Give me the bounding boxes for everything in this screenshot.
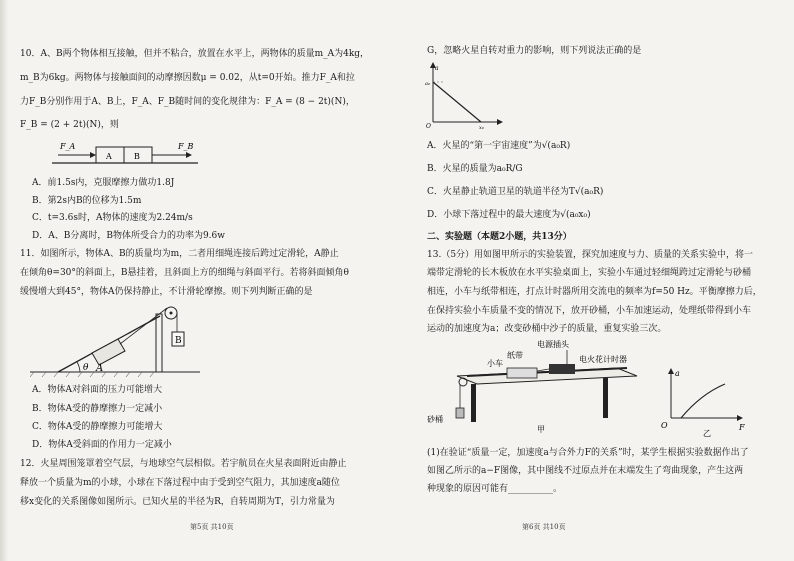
a-x-line: [433, 82, 481, 122]
section-experiment-title: 二、实验题（本题2小题，共13分）: [427, 232, 572, 242]
block-a-label: A: [96, 363, 104, 374]
block-a-label: A: [106, 152, 112, 161]
q10-figure: [50, 138, 200, 168]
paper-tape: [537, 369, 549, 371]
q11-option-c: C．物体A受的静摩擦力可能增大: [32, 422, 163, 432]
q13-line5: 运动的加速度为a；改变砂桶中沙子的质量，重复实验三次。: [427, 324, 667, 334]
q12-option-a: A．火星的“第一宇宙速度”为√(a₀R): [427, 141, 571, 151]
block-a: [92, 339, 125, 365]
theta-label: θ: [83, 363, 89, 373]
x-axis-arrow: [497, 119, 503, 125]
q12-line4: G，忽略火星自转对重力的影响，则下列说法正确的是: [427, 46, 642, 56]
rope-incline: [120, 308, 167, 344]
fa-arrow-head: [90, 152, 96, 158]
ground-hatch: [30, 372, 154, 377]
q11-figure: [30, 296, 210, 378]
q13-part1-line3: 种现象的原因可能有__________。: [427, 484, 563, 494]
q12-option-b: B．火星的质量为a₀R/G: [427, 164, 523, 174]
label-sand-bucket: 砂桶: [427, 415, 443, 424]
q12-option-d: D．小球下落过程中的最大速度为√(a₀x₀): [427, 210, 591, 220]
sand-bucket: [456, 408, 464, 418]
right-page-footer: 第6页 共10页: [522, 523, 566, 531]
q11-line2: 在倾角θ=30°的斜面上，B悬挂着，且斜面上方的细绳与斜面平行。若将斜面倾角θ: [20, 268, 349, 278]
q12-line3: 移x变化的关系图像如图所示。已知火星的半径为R，自转周期为T，引力常量为: [20, 497, 335, 507]
q12-graph: [425, 60, 505, 130]
table-leg-left: [471, 384, 476, 422]
pulley-post: [156, 314, 162, 372]
fa-label: F_A: [60, 142, 76, 151]
right-page: [397, 0, 794, 561]
q13-part1-line1: (1)在验证“质量一定，加速度a与合外力F的关系”时，某学生根据实验数据作出了: [427, 448, 749, 458]
q11-line3: 缓慢增大到45°，物体A仍保持静止，不计滑轮摩擦。则下列判断正确的是: [20, 287, 313, 297]
fb-label: F_B: [178, 142, 194, 151]
block-b-label: B: [175, 336, 182, 346]
x-axis-arrow: [737, 415, 743, 421]
q10-option-d: D．A、B分离时，B物体所受合力的功率为9.6w: [32, 231, 225, 241]
q13-line2: 端带定滑轮的长木板放在水平实验桌面上，实验小车通过轻细绳跨过定滑轮与砂桶: [427, 268, 752, 278]
q10-line1: 10．A、B两个物体相互接触，但并不粘合，放置在水平上，两物体的质量m_A为4kg，: [20, 49, 370, 59]
q13-line3: 相连，小车与纸带相连，打点计时器所用交流电的频率为f=50 Hz。平衡摩擦力后，: [427, 287, 762, 297]
theta-arc: [77, 362, 80, 372]
graph-a-label: a: [675, 369, 680, 378]
label-spark-timer: 电火花计时器: [579, 355, 627, 364]
q13-part1-line2: 如图乙所示的a−F图像，其中图线不过原点并在末端发生了弯曲现象，产生这两: [427, 466, 744, 476]
block-b-label: B: [134, 152, 140, 161]
q10-option-b: B．第2s内B的位移为1.5m: [32, 196, 142, 206]
q11-line1: 11．如图所示，物体A、B的质量均为m，二者用细绳连接后跨过定滑轮，A静止: [20, 249, 339, 259]
graph-a0-label: a₀: [425, 81, 430, 87]
q13-line1: 13.（5分）用如图甲所示的实验装置，探究加速度与力、质量的关系实验中，将一: [427, 250, 754, 260]
q12-line1: 12．火星周围笼罩着空气层，与地球空气层相似。若宇航员在火星表面附近由静止: [20, 459, 347, 469]
fb-arrow-head: [186, 152, 192, 158]
label-figure-yi: 乙: [703, 429, 711, 438]
table-leg-right: [603, 378, 608, 418]
q10-line2: m_B为6kg。两物体与接触面间的动摩擦因数μ = 0.02，从t=0开始。推力F_A和拉: [20, 73, 355, 83]
a-f-curve: [681, 384, 725, 418]
q12-option-c: C．火星静止轨道卫星的轨道半径为T√(a₀R): [427, 187, 604, 197]
apparatus-figure-jia: [427, 338, 657, 438]
graph-x0-label: x₀: [479, 125, 484, 130]
q10-option-c: C．t=3.6s时，A物体的速度为2.24m/s: [32, 213, 193, 223]
spark-timer: [549, 364, 575, 374]
q13-line4: 在保持实验小车质量不变的情况下，放开砂桶，小车加速运动，处理纸带得到小车: [427, 306, 752, 316]
q11-option-b: B．物体A受的静摩擦力一定减小: [32, 404, 163, 414]
q11-option-d: D．物体A受斜面的作用力一定减小: [32, 440, 172, 450]
graph-f-label: F: [739, 423, 745, 432]
left-page-footer: 第5页 共10页: [190, 523, 234, 531]
graph-a-label: a: [435, 65, 439, 72]
q10-line4: F_B = (2 + 2t)(N)，则: [20, 120, 119, 130]
q11-option-a: A．物体A对斜面的压力可能增大: [32, 385, 162, 395]
q10-line3: 力F_B分别作用于A、B上，F_A、F_B随时间的变化规律为：F_A = (8 − 2t)(N)，: [20, 97, 355, 107]
label-figure-jia: 甲: [537, 425, 545, 434]
q10-option-a: A．前1.5s内，克服摩擦力做功1.8J: [32, 178, 175, 188]
label-paper-tape: 纸带: [507, 351, 523, 360]
graph-origin-label: O: [661, 421, 668, 430]
graph-origin-label: O: [426, 123, 431, 130]
label-cart: 小车: [487, 359, 503, 368]
y-axis-arrow: [668, 368, 674, 374]
graph-yi: [659, 366, 749, 438]
label-power-plug: 电源插头: [537, 340, 569, 349]
pulley-axle: [170, 312, 173, 315]
q12-line2: 释放一个质量为m的小球，小球在下落过程中由于受到空气阻力，其加速度a随位: [20, 478, 340, 488]
cart: [507, 368, 537, 378]
